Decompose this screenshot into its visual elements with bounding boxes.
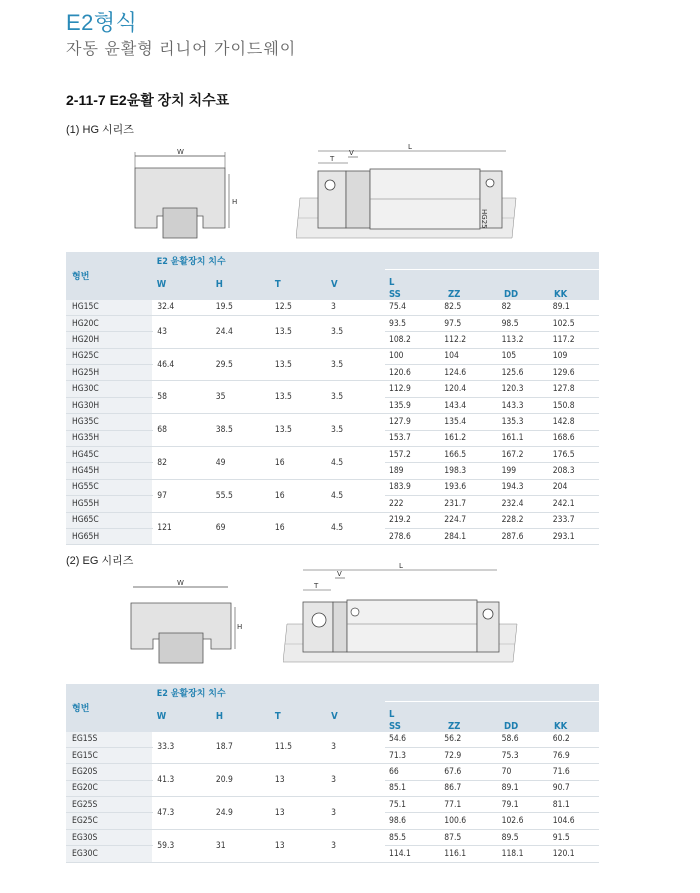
w-value-cell: 32.4 — [153, 300, 212, 316]
l-ss-value-cell: 135.9 — [385, 397, 440, 413]
hg-front-view-drawing — [125, 146, 245, 242]
l-dd-value-cell: 232.4 — [498, 496, 549, 512]
l-dd-value-cell: 125.6 — [498, 365, 549, 381]
l-zz-value-cell: 72.9 — [440, 747, 497, 763]
l-kk-value-cell: 176.5 — [549, 447, 599, 463]
model-cell: EG20S — [66, 764, 153, 780]
v-value-cell: 3 — [327, 732, 385, 764]
section-title: 2-11-7 E2윤활 장치 치수표 — [66, 92, 230, 108]
l-zz-value-cell: 120.4 — [440, 381, 497, 397]
t-value-cell: 11.5 — [271, 732, 327, 764]
hg-w-dimension-label: W — [177, 148, 184, 156]
model-cell: EG30C — [66, 846, 153, 862]
l-zz-value-cell: 112.2 — [440, 332, 497, 348]
l-ss-value-cell: 120.6 — [385, 365, 440, 381]
table-row — [66, 414, 599, 430]
t-value-cell: 13 — [271, 829, 327, 862]
l-kk-value-cell: 76.9 — [549, 747, 599, 763]
l-kk-value-cell: 117.2 — [549, 332, 599, 348]
model-cell: HG30C — [66, 381, 153, 397]
l-dd-value-cell: 70 — [498, 764, 549, 780]
l-kk-value-cell: 102.5 — [549, 315, 599, 331]
column-header-t: T — [271, 270, 327, 300]
w-value-cell: 33.3 — [153, 732, 212, 764]
eg-v-dimension-label: V — [337, 570, 342, 578]
lubrication-dimension-group-header: E2 윤활장치 치수 — [153, 684, 599, 702]
model-cell: EG30S — [66, 829, 153, 845]
table-row — [66, 447, 599, 463]
v-value-cell: 3 — [327, 829, 385, 862]
table-row — [66, 732, 599, 748]
l-zz-value-cell: 231.7 — [440, 496, 497, 512]
l-dd-value-cell: 199 — [498, 463, 549, 479]
model-cell: EG25C — [66, 813, 153, 829]
l-zz-value-cell: 82.5 — [440, 300, 497, 316]
l-zz-value-cell: 86.7 — [440, 780, 497, 796]
t-value-cell: 13.5 — [271, 414, 327, 447]
v-value-cell: 3.5 — [327, 414, 385, 447]
l-ss-value-cell: 108.2 — [385, 332, 440, 348]
h-value-cell: 24.4 — [212, 315, 271, 348]
eg-l-dimension-label: L — [399, 562, 403, 570]
v-value-cell: 4.5 — [327, 479, 385, 512]
w-value-cell: 43 — [153, 315, 212, 348]
w-value-cell: 41.3 — [153, 764, 212, 797]
l-ss-value-cell: 112.9 — [385, 381, 440, 397]
model-cell: HG15C — [66, 300, 153, 316]
l-zz-value-cell: 193.6 — [440, 479, 497, 495]
l-ss-value-cell: 153.7 — [385, 430, 440, 446]
model-cell: HG65H — [66, 528, 153, 544]
l-kk-value-cell: 89.1 — [549, 300, 599, 316]
l-kk-value-cell: 60.2 — [549, 732, 599, 748]
l-zz-value-cell: 100.6 — [440, 813, 497, 829]
table-row — [66, 764, 599, 780]
h-value-cell: 69 — [212, 512, 271, 545]
l-zz-value-cell: 116.1 — [440, 846, 497, 862]
t-value-cell: 13.5 — [271, 348, 327, 381]
h-value-cell: 38.5 — [212, 414, 271, 447]
model-cell: EG15S — [66, 732, 153, 748]
table-row — [66, 381, 599, 397]
eg-side-view-drawing — [283, 562, 521, 667]
t-value-cell: 13.5 — [271, 381, 327, 414]
t-value-cell: 16 — [271, 479, 327, 512]
l-ss-value-cell: 157.2 — [385, 447, 440, 463]
column-header-dd: DD — [503, 288, 519, 300]
column-header-t: T — [271, 702, 327, 732]
t-value-cell: 13.5 — [271, 315, 327, 348]
v-value-cell: 3 — [327, 764, 385, 797]
l-zz-value-cell: 224.7 — [440, 512, 497, 528]
h-value-cell: 55.5 — [212, 479, 271, 512]
l-dd-value-cell: 143.3 — [498, 397, 549, 413]
model-cell: HG45C — [66, 447, 153, 463]
v-value-cell: 3.5 — [327, 315, 385, 348]
v-value-cell: 3.5 — [327, 381, 385, 414]
l-kk-value-cell: 71.6 — [549, 764, 599, 780]
table-row — [66, 348, 599, 364]
t-value-cell: 16 — [271, 447, 327, 480]
column-header-w: W — [153, 270, 212, 300]
l-ss-value-cell: 219.2 — [385, 512, 440, 528]
model-cell: HG55H — [66, 496, 153, 512]
l-ss-value-cell: 127.9 — [385, 414, 440, 430]
column-header-dd: DD — [503, 720, 519, 732]
w-value-cell: 47.3 — [153, 797, 212, 830]
eg-dimension-table — [66, 684, 599, 863]
v-value-cell: 3 — [327, 797, 385, 830]
table-row — [66, 315, 599, 331]
t-value-cell: 13 — [271, 764, 327, 797]
l-zz-value-cell: 87.5 — [440, 829, 497, 845]
l-kk-value-cell: 109 — [549, 348, 599, 364]
l-column-title: L — [388, 708, 395, 720]
l-ss-value-cell: 85.1 — [385, 780, 440, 796]
l-ss-value-cell: 98.6 — [385, 813, 440, 829]
column-header-zz: ZZ — [447, 720, 461, 732]
eg-w-dimension-label: W — [177, 579, 184, 587]
v-value-cell: 4.5 — [327, 447, 385, 480]
l-kk-value-cell: 81.1 — [549, 797, 599, 813]
model-cell: HG65C — [66, 512, 153, 528]
model-cell: HG25H — [66, 365, 153, 381]
l-ss-value-cell: 222 — [385, 496, 440, 512]
l-dd-value-cell: 113.2 — [498, 332, 549, 348]
eg-series-label: (2) EG 시리즈 — [66, 555, 134, 567]
l-dd-value-cell: 98.5 — [498, 315, 549, 331]
l-dd-value-cell: 167.2 — [498, 447, 549, 463]
v-value-cell: 3 — [327, 300, 385, 316]
w-value-cell: 59.3 — [153, 829, 212, 862]
h-value-cell: 29.5 — [212, 348, 271, 381]
hg-series-label: (1) HG 시리즈 — [66, 124, 134, 136]
l-zz-value-cell: 124.6 — [440, 365, 497, 381]
l-kk-value-cell: 150.8 — [549, 397, 599, 413]
hg-side-view-drawing — [296, 143, 520, 243]
l-dd-value-cell: 102.6 — [498, 813, 549, 829]
model-cell: HG20H — [66, 332, 153, 348]
l-kk-value-cell: 142.8 — [549, 414, 599, 430]
l-dd-value-cell: 89.5 — [498, 829, 549, 845]
hg-l-dimension-label: L — [408, 143, 412, 151]
l-ss-value-cell: 278.6 — [385, 528, 440, 544]
l-dd-value-cell: 228.2 — [498, 512, 549, 528]
column-header-v: V — [327, 270, 385, 300]
table-row — [66, 512, 599, 528]
l-column-title: L — [388, 276, 395, 288]
l-zz-value-cell: 97.5 — [440, 315, 497, 331]
l-column-header — [385, 702, 599, 732]
l-zz-value-cell: 67.6 — [440, 764, 497, 780]
v-value-cell: 3.5 — [327, 348, 385, 381]
column-header-ss: SS — [388, 720, 401, 732]
model-column-header: 형번 — [66, 252, 153, 300]
hg-v-dimension-label: V — [349, 149, 354, 157]
table-row — [66, 300, 599, 316]
l-zz-value-cell: 166.5 — [440, 447, 497, 463]
l-zz-value-cell: 161.2 — [440, 430, 497, 446]
w-value-cell: 68 — [153, 414, 212, 447]
hg-block-stamp: HG25 — [480, 209, 488, 229]
model-cell: HG35H — [66, 430, 153, 446]
l-ss-value-cell: 100 — [385, 348, 440, 364]
l-dd-value-cell: 135.3 — [498, 414, 549, 430]
t-value-cell: 12.5 — [271, 300, 327, 316]
eg-front-view-drawing — [123, 577, 247, 667]
v-value-cell: 4.5 — [327, 512, 385, 545]
l-dd-value-cell: 194.3 — [498, 479, 549, 495]
column-header-zz: ZZ — [447, 288, 461, 300]
l-zz-value-cell: 56.2 — [440, 732, 497, 748]
column-header-ss: SS — [388, 288, 401, 300]
t-value-cell: 13 — [271, 797, 327, 830]
eg-t-dimension-label: T — [314, 582, 319, 590]
l-zz-value-cell: 143.4 — [440, 397, 497, 413]
l-zz-value-cell: 135.4 — [440, 414, 497, 430]
w-value-cell: 97 — [153, 479, 212, 512]
model-cell: HG25C — [66, 348, 153, 364]
hg-dimension-table — [66, 252, 599, 545]
l-kk-value-cell: 127.8 — [549, 381, 599, 397]
w-value-cell: 46.4 — [153, 348, 212, 381]
l-dd-value-cell: 82 — [498, 300, 549, 316]
l-ss-value-cell: 54.6 — [385, 732, 440, 748]
table-row — [66, 797, 599, 813]
model-cell: EG20C — [66, 780, 153, 796]
l-kk-value-cell: 104.6 — [549, 813, 599, 829]
h-value-cell: 35 — [212, 381, 271, 414]
l-ss-value-cell: 71.3 — [385, 747, 440, 763]
l-zz-value-cell: 77.1 — [440, 797, 497, 813]
l-zz-value-cell: 104 — [440, 348, 497, 364]
h-value-cell: 20.9 — [212, 764, 271, 797]
h-value-cell: 24.9 — [212, 797, 271, 830]
l-ss-value-cell: 183.9 — [385, 479, 440, 495]
l-ss-value-cell: 66 — [385, 764, 440, 780]
hg-h-dimension-label: H — [232, 198, 238, 206]
l-kk-value-cell: 242.1 — [549, 496, 599, 512]
l-kk-value-cell: 293.1 — [549, 528, 599, 544]
page-subtitle: 자동 윤활형 리니어 가이드웨이 — [66, 41, 297, 58]
table-header-row — [66, 252, 599, 270]
h-value-cell: 49 — [212, 447, 271, 480]
hg-t-dimension-label: T — [330, 155, 335, 163]
l-kk-value-cell: 91.5 — [549, 829, 599, 845]
l-dd-value-cell: 79.1 — [498, 797, 549, 813]
l-dd-value-cell: 161.1 — [498, 430, 549, 446]
column-header-v: V — [327, 702, 385, 732]
l-column-header — [385, 270, 599, 300]
page-title: E2형식 — [66, 10, 138, 35]
h-value-cell: 19.5 — [212, 300, 271, 316]
l-dd-value-cell: 118.1 — [498, 846, 549, 862]
table-header-row — [66, 684, 599, 702]
l-kk-value-cell: 90.7 — [549, 780, 599, 796]
l-zz-value-cell: 284.1 — [440, 528, 497, 544]
l-ss-value-cell: 75.4 — [385, 300, 440, 316]
model-cell: HG20C — [66, 315, 153, 331]
model-cell: HG35C — [66, 414, 153, 430]
l-dd-value-cell: 105 — [498, 348, 549, 364]
model-cell: EG25S — [66, 797, 153, 813]
l-dd-value-cell: 89.1 — [498, 780, 549, 796]
l-dd-value-cell: 287.6 — [498, 528, 549, 544]
l-kk-value-cell: 233.7 — [549, 512, 599, 528]
w-value-cell: 121 — [153, 512, 212, 545]
l-dd-value-cell: 58.6 — [498, 732, 549, 748]
w-value-cell: 58 — [153, 381, 212, 414]
table-row — [66, 479, 599, 495]
table-row — [66, 829, 599, 845]
model-cell: HG45H — [66, 463, 153, 479]
column-header-kk: KK — [553, 288, 568, 300]
lubrication-dimension-group-header: E2 윤활장치 치수 — [153, 252, 599, 270]
l-kk-value-cell: 129.6 — [549, 365, 599, 381]
column-header-kk: KK — [553, 720, 568, 732]
eg-h-dimension-label: H — [237, 623, 243, 631]
column-header-h: H — [212, 270, 271, 300]
l-ss-value-cell: 114.1 — [385, 846, 440, 862]
column-header-h: H — [212, 702, 271, 732]
h-value-cell: 18.7 — [212, 732, 271, 764]
column-header-w: W — [153, 702, 212, 732]
l-ss-value-cell: 93.5 — [385, 315, 440, 331]
l-ss-value-cell: 85.5 — [385, 829, 440, 845]
l-dd-value-cell: 120.3 — [498, 381, 549, 397]
l-dd-value-cell: 75.3 — [498, 747, 549, 763]
l-ss-value-cell: 189 — [385, 463, 440, 479]
t-value-cell: 16 — [271, 512, 327, 545]
l-kk-value-cell: 204 — [549, 479, 599, 495]
l-kk-value-cell: 168.6 — [549, 430, 599, 446]
w-value-cell: 82 — [153, 447, 212, 480]
l-zz-value-cell: 198.3 — [440, 463, 497, 479]
l-kk-value-cell: 120.1 — [549, 846, 599, 862]
l-kk-value-cell: 208.3 — [549, 463, 599, 479]
model-cell: EG15C — [66, 747, 153, 763]
model-cell: HG55C — [66, 479, 153, 495]
l-ss-value-cell: 75.1 — [385, 797, 440, 813]
model-cell: HG30H — [66, 397, 153, 413]
h-value-cell: 31 — [212, 829, 271, 862]
model-column-header: 형번 — [66, 684, 153, 732]
